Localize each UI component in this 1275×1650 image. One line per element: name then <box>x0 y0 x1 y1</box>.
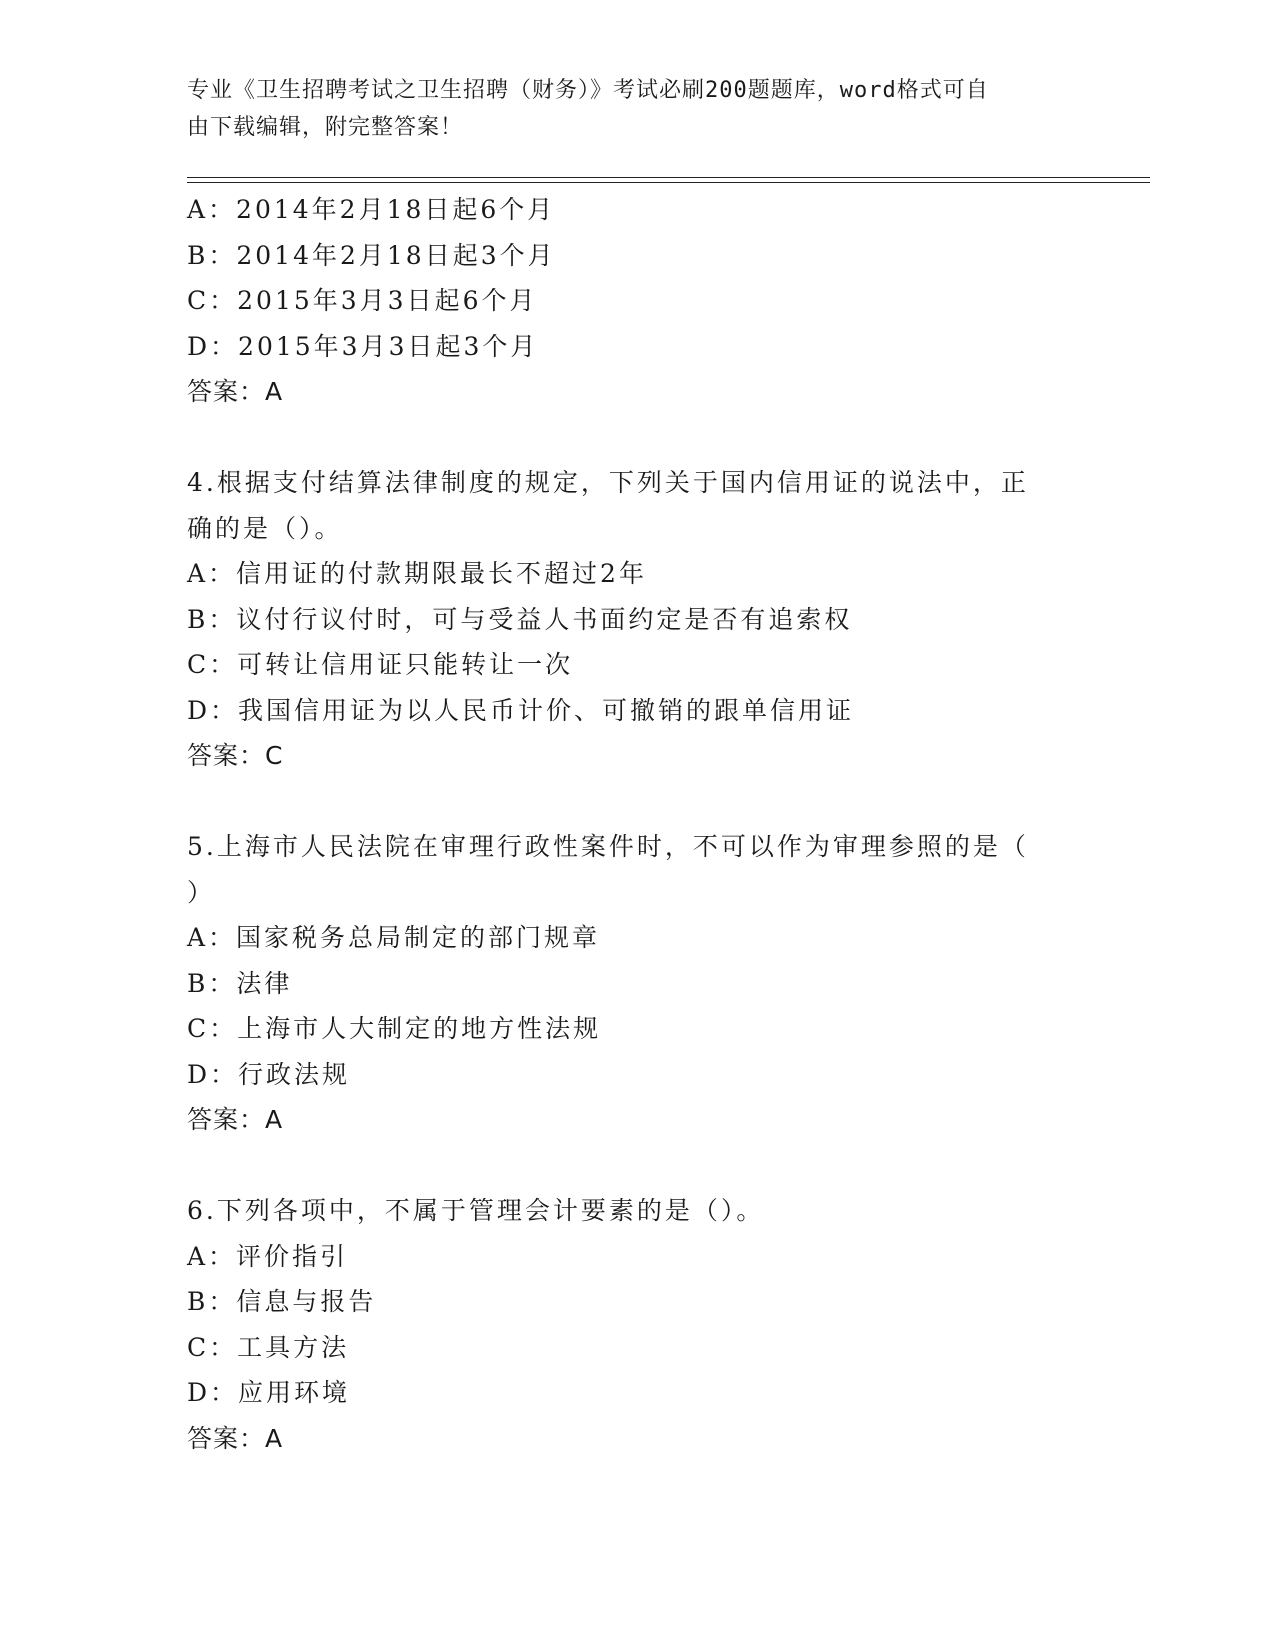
question-5-option-a: A：国家税务总局制定的部门规章 <box>187 923 601 952</box>
question-6-option-d: D：应用环境 <box>187 1378 351 1407</box>
question-4-answer: 答案：C <box>187 741 284 770</box>
spacer <box>187 415 1087 461</box>
question-5-answer: 答案：A <box>187 1105 284 1134</box>
question-4-option-b: B：议付行议付时，可与受益人书面约定是否有追索权 <box>187 604 853 634</box>
question-6-stem-line-1: 6.下列各项中，不属于管理会计要素的是（）。 <box>187 1196 765 1225</box>
question-6-option-c: C：工具方法 <box>187 1332 350 1362</box>
question-3-option-d: D：2015年3月3日起3个月 <box>187 331 539 361</box>
question-list <box>187 187 1087 1461</box>
header-divider-top <box>187 177 1150 178</box>
question-6-option-a: A：评价指引 <box>187 1241 349 1271</box>
header-title-line-1: 专业《卫生招聘考试之卫生招聘（财务）》考试必刷200题题库，word格式可自 <box>187 78 989 103</box>
header-title-line-2: 由下载编辑，附完整答案！ <box>187 115 464 140</box>
question-5-option-c: C：上海市人大制定的地方性法规 <box>187 1014 602 1043</box>
question-3 <box>187 187 1087 415</box>
question-4-option-c: C：可转让信用证只能转让一次 <box>187 650 574 679</box>
question-6-option-b: B：信息与报告 <box>187 1287 377 1316</box>
header-divider-bottom <box>187 182 1150 183</box>
document-header <box>187 72 1067 146</box>
question-5-stem-line-1: 5.上海市人民法院在审理行政性案件时，不可以作为审理参照的是（ <box>187 832 1029 861</box>
question-6 <box>187 1188 1087 1461</box>
question-5 <box>187 824 1087 1143</box>
question-5-option-b: B：法律 <box>187 968 293 998</box>
question-4 <box>187 460 1087 779</box>
question-5-stem-line-2: ） <box>187 877 216 907</box>
question-4-stem-line-1: 4.根据支付结算法律制度的规定，下列关于国内信用证的说法中，正 <box>187 468 1029 497</box>
question-3-option-a: A：2014年2月18日起6个月 <box>187 195 556 224</box>
question-6-answer: 答案：A <box>187 1423 284 1453</box>
question-5-option-d: D：行政法规 <box>187 1059 351 1089</box>
question-3-option-c: C：2015年3月3日起6个月 <box>187 286 538 315</box>
spacer <box>187 1143 1087 1189</box>
question-4-stem-line-2: 确的是（）。 <box>187 513 343 543</box>
spacer <box>187 779 1087 825</box>
question-3-answer: 答案：A <box>187 377 284 406</box>
question-4-option-d: D：我国信用证为以人民币计价、可撤销的跟单信用证 <box>187 695 855 725</box>
question-3-option-b: B：2014年2月18日起3个月 <box>187 240 556 270</box>
question-4-option-a: A：信用证的付款期限最长不超过2年 <box>187 559 647 588</box>
